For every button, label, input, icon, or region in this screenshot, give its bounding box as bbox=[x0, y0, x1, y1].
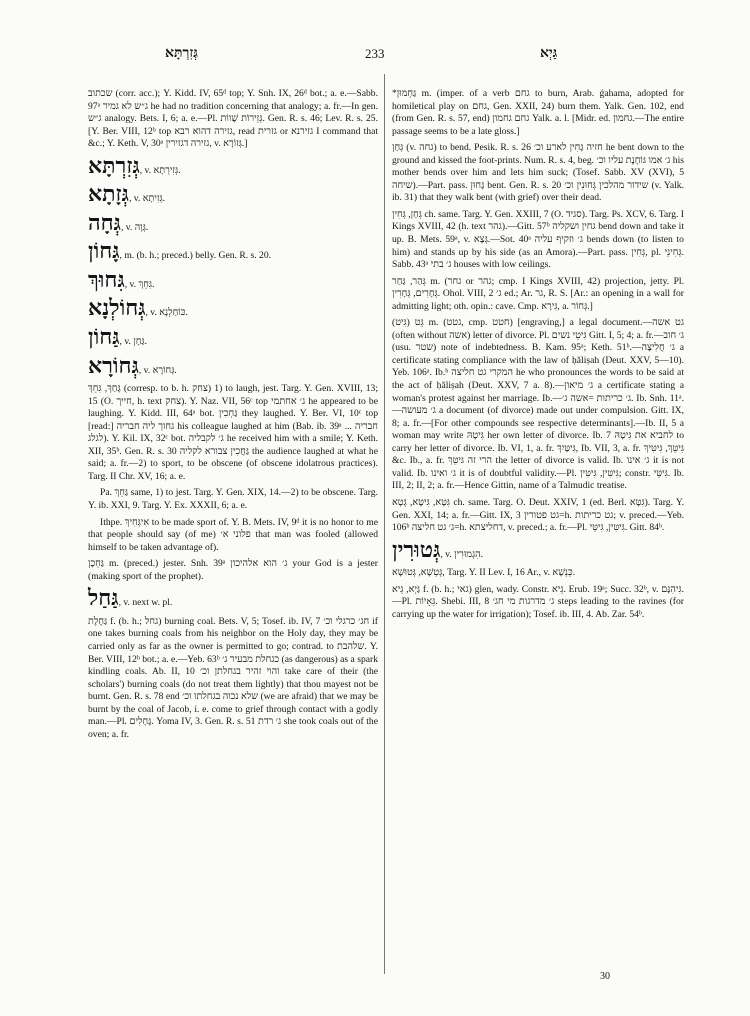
running-header-left: גְּזִרְתָּא bbox=[165, 46, 198, 61]
headword: גְּזִרְתָּא bbox=[88, 152, 140, 179]
cross-reference: , v. next w. pl. bbox=[118, 597, 173, 609]
headword: גַּחוֹן bbox=[88, 324, 120, 351]
cross-reference: , v. גַּחָן. bbox=[119, 336, 148, 348]
headword-entry bbox=[88, 183, 378, 206]
headword-entry bbox=[88, 297, 378, 320]
headword-entry bbox=[392, 536, 684, 563]
dictionary-entry: שכתוב (corr. acc.); Y. Kidd. IV, 65ᵈ top; Y. Snh. IX, 26ᵈ bot.; a. e.—Sabb. 97ᵃ ג״ש לא גמיר he had no tradition concerning that analogy; a. fr.—In gen. ג״ש analogy. Bets. I, 6; a. e.—Pl. גְּזֵירוֹת שָׁווֹת. Gen. R. s. 46; Lev. R. s. 25. [Y. Ber. VIII, 12ᵇ top גזירה דהוא רבא, read גזרית or גזירנא I command that &c.; Y. Keth. V, 30ᵃ גזירה דגזירין, v. גְּזוֹרָא.] bbox=[88, 88, 379, 150]
cross-reference: , v. גְּוָה. bbox=[120, 221, 149, 233]
cross-reference: , v. גְּחוֹרָא. bbox=[138, 364, 177, 376]
right-column bbox=[392, 88, 684, 625]
headword: גְּחָה bbox=[88, 209, 121, 236]
cross-reference: , v. גְּזִירְתָא. bbox=[139, 164, 181, 176]
dictionary-entry: *גַּחְמוּן m. (imper. of a verb גחם to burn, Arab. ǵahama, adopted for homiletical play on גחם, Gen. XXII, 24) burn them. Yalk. Gen. 102, end (from Gen. R. s. 57, end) גחם גחמון Yalk. a. l. [Midr. ed. גחמון.—The entire passage seems to be a late gloss.] bbox=[392, 88, 684, 137]
cross-reference: , m. (b. h.; preced.) belly. Gen. R. s. 20. bbox=[119, 250, 272, 262]
headword: גָּחוֹן bbox=[88, 238, 120, 265]
dictionary-entry: גְּטְשָׁא, גְּטוּשָׁא, Targ. Y. II Lev. I, 16 Ar., v. כְּנְשָׁא. bbox=[392, 567, 576, 579]
dictionary-entry: גֵּט (גִּיט) m. (גטט, cmp. חטט) [engraving,] a legal document.—גט אשה (often without אשה) letter of divorce. Pl. גִּיטֵי נשים Gitt. I, 5; 4; a. fr.—ג׳ חוב (usu. שטר) note of indebtedness. B. Kam. 95ᵃ; Keth. 51ᵇ.—ג׳ חֲלִיצָה a certificate stating compliance with the law of ḥăliṣah (Deut. XXV, 5—10). Yeb. 106ᵃ. Ib.ᵇ המקרי גט חליצה he who pronounces the words to be said at the act of ḥăliṣah (Deut. XXV, 7 a. 8).—ג׳ מיאון a certificate stating a woman's protest against her marriage. Ib.—ג׳ כריתות =אשה ג׳. Ib. Snh. 11ᵃ.—ג׳ מעושה a document (of divorce) made out under compulsion. Gitt. IX, 8; a. fr.—[For other compounds see respective determinants].—Ib. II, 5 a woman may write גִּיטָהּ her own letter of divorce. Ib. 7 לחביא את גִּיטָהּ to carry her letter of divorce. Ib. VI, 1, a. fr. גִּיטַּיִךְ, Ib. VII, 3, a. fr. גִּיטֵּךְ, גִּיטִּיךְ &c. Ib., a. fr. הרי זה גּיטֵּךְ the letter of divorce is valid. Ib. ג׳ אינו it is not valid. Ib. ג׳ ואינו it is of doubtful validity.—Pl. גִּיטִּין, גִּיטִּין; constr. גִּיטֵּי. Ib. III, 2; II, 2; a. fr.—Hence Gittin, name of a Talmudic treatise. bbox=[392, 317, 684, 492]
headword-entry bbox=[88, 326, 378, 349]
dictionary-entry: גְּחַן (v. גחה) to bend. Pesik. R. s. 26 חזיה גָּחִין לארע וכ׳ he bent down to the ground and kissed the foot-prints. Num. R. s. 4, beg. ג׳ אמו גּוֹחֶנֶת עליו וכ׳ his mother bends over him and lets him suck; (Tosef. Sabb. XV (XVI), 5 שיחה).—Part. pass. גָּחוּן bent. Gen. R. s. 20 שידור מהלכין גְּחוּנִין וכ׳ (v. Yalk. ib. 31) that they walk bent (with grief) over their dead. bbox=[392, 142, 684, 204]
headword-entry bbox=[88, 587, 378, 610]
page-number: 233 bbox=[365, 46, 385, 61]
dictionary-entry: Pa. גַּחֵךְ same, 1) to jest. Targ. Y. Gen. XIX, 14.—2) to be obscene. Targ. Y. ib. XXI, 9. Targ. Y. Ex. XXXII, 6; a. e. bbox=[88, 487, 379, 512]
cross-reference: , v. גִּחֵךְ. bbox=[124, 278, 155, 290]
cross-reference: , v. כּוֹחַלְנָא. bbox=[145, 307, 188, 319]
headword: גְּחוֹרָא bbox=[88, 352, 139, 379]
dictionary-entry: גִּטָּא, גִּיטָּא, גְּטָא ch. same. Targ. O. Deut. XXIV, 1 (ed. Berl. גִּטָּא). Targ. Y. Gen. XXI, 14; a. fr.—Gitt. IX, 3 גט פטורין=h. גט כריתות; v. preced.—Yeb. 106ᵇ ג׳ גט חליצה=h. דחליצתא, v. preced.; a. fr.—Pl. גִּיטִּין, גִּיטֵּי. Gitt. 84ᵇ. bbox=[392, 496, 685, 534]
cross-reference: , v. הִגְמוּרִין. bbox=[440, 548, 484, 560]
column-divider bbox=[384, 74, 385, 974]
signature-mark: 30 bbox=[600, 971, 610, 982]
headword-entry bbox=[88, 352, 378, 379]
headword: גִּחוּךְ bbox=[88, 266, 125, 293]
left-column bbox=[88, 88, 378, 745]
dictionary-entry: גְּחַן, גְּחִין ch. same. Targ. Y. Gen. XXIII, 7 (O. סגיד). Targ. Ps. XCV, 6. Targ. I Kings XVIII, 42 (h. text גהר).—Gitt. 57ᵇ גחין ושקליה bend down and take it up. B. Mets. 59ᵃ, v. גְּצָא.—Sot. 40ᵃ ג׳ וזקיף עליה bends down (to listen to him) and stands up by his side (as an Amora).—Part. pass. גְּחִין, pl. גְּחִינֵי. Sabb. 43ᵃ ג׳ בתי houses with low ceilings. bbox=[392, 208, 685, 271]
dictionary-entry: גַּיְא, גֵּיא f. (b. h.; גאי) glen, wady. Constr. גֵּיא. Erub. 19ᵃ; Succ. 32ᵇ, v. גִּיהִנָּם.—Pl. גֵּאָיוֹת. Shebi. III, 8 ג׳ מדרגות מי חג׳ steps leading to the ravines (for carrying up the water for irrigation); Tosef. ib. III, 4. Ab. Zar. 54ᵇ. bbox=[392, 583, 684, 620]
headword: גַּחַל bbox=[88, 585, 119, 612]
headword-entry bbox=[88, 240, 378, 263]
running-header-right: גַּיְא bbox=[540, 46, 558, 61]
headword: גְּזָתָא bbox=[88, 181, 129, 208]
headword: גְּחוֹלְנָא bbox=[88, 295, 146, 322]
dictionary-entry: גָּחַךְ, גִּחֵךְ (corresp. to b. h. צחק) 1) to laugh, jest. Targ. Y. Gen. XVIII, 13; 15 (O. חייך, h. text צחק). Y. Naz. VII, 56ᶜ top ג׳ אחתמי he appeared to be laughing. Y. Kidd. III, 64ᵃ bot. גַּחְכִין they laughed. Y. Ber. VI, 10ᶜ top [read:] גחוך ליה חבריה his colleague laughed at him (Bab. ib. 39ᵃ חבריה ... לגלג). Y. Kil. IX, 32ᶜ bot. ג׳ לקבליה he received him with a smile; Y. Keth. XII, 35ᵇ. Gen. R. s. 30 גַּחֲכִין צבורא לקליה the audience laughed at what he said; a. fr.—2) to sport, to be obscene (of obscene idolatrous practices). Targ. II Chr. XV, 16; a. e. bbox=[88, 383, 379, 482]
dictionary-entry: גַּחְכָן m. (preced.) jester. Snh. 39ᵃ ג׳ הוא אלהיכון your God is a jester (making sport of the prophet). bbox=[88, 558, 378, 582]
headword-entry bbox=[88, 266, 378, 293]
dictionary-entry: Ithpe. אִיגְּחִיךְ to be made sport of. Y. B. Mets. IV, 9ᵈ it is no honor to me that people should say (of me) פלוני א׳ that man was fooled (allowed himself to be taken advantage of). bbox=[88, 516, 379, 553]
cross-reference: , v. גְּזִיתָא. bbox=[128, 193, 166, 205]
headword-entry bbox=[88, 209, 378, 236]
headword: גְּטוּרִין bbox=[392, 536, 441, 563]
dictionary-entry: גַּחֶלֶת f. (b. h.; גחל) burning coal. Bets. V, 5; Tosef. ib. IV, 7 חג׳ כרגלי וכ׳ if one takes burning coals from his neighbor on the Holy day, they may be carried only as far as the owner is permitted to go; contrad. to שלהבת. Y. Ber. VIII, 12ᵇ bot.; a. e.—Yeb. 63ᵇ כגחלת מבעיר ג׳ (as dangerous) as a spark kindling coals. Ab. II, 10 והוי זהיר בגחלתן וכ׳ take care of their (the scholars') burning coals (do not treat them lightly) that thou mayest not be burnt. Gen. R. s. 78 end שלא נכוה בגחלתו וכ׳ (we are afraid) that we may be burnt by the coal of Jacob, i. e. come to grief through contact with a godly man.—Pl. גֶּחָלִים. Yoma IV, 3. Gen. R. s. 51 ג׳ רדת she took coals out of the oven; a. fr. bbox=[88, 615, 379, 740]
dictionary-entry: גְּהַר, גַּחַר m. (גחר or גהר; cmp. I Kings XVIII, 42) projection, jetty. Pl. גְּחָרִים, גְּחָרִין. Ohol. VIII, 2 ג׳ ed.; Ar. גר, R. S. [Ar.: an opening in a wall for admitting light; oth. opin.: cave. Cmp. גִּירָא, a. גְּחוֹר.] bbox=[392, 275, 684, 312]
headword-entry bbox=[88, 152, 378, 179]
